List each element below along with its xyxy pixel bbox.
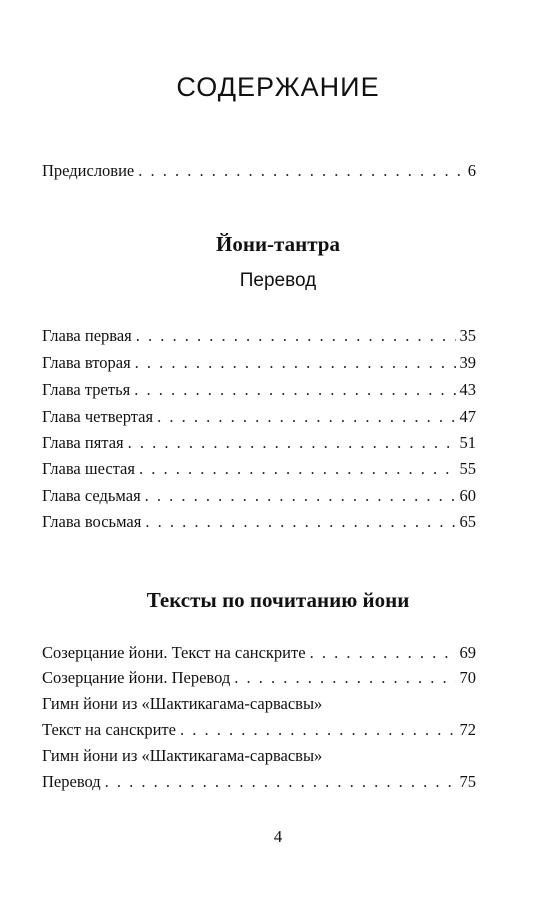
toc-hymn-title-1: Гимн йони из «Шактикагама-сарвасвы»: [42, 694, 323, 713]
dot-leader: [128, 433, 456, 453]
toc-entry-label: Глава седьмая: [42, 486, 141, 505]
toc-entry-hymn-sanskrit[interactable]: [42, 720, 476, 740]
toc-entry-label: Глава вторая: [42, 353, 131, 372]
dot-leader: [134, 380, 455, 400]
toc-entry-page: 51: [459, 433, 476, 452]
contents-title: СОДЕРЖАНИЕ: [176, 72, 380, 102]
toc-entry-label: Глава третья: [42, 380, 131, 399]
toc-entry-chapter-3[interactable]: [42, 380, 476, 400]
toc-entry-chapter-2[interactable]: [42, 353, 476, 373]
toc-entry-label: Перевод: [42, 772, 101, 791]
toc-entry-page: 65: [459, 512, 476, 531]
toc-entry-page: 75: [459, 772, 476, 791]
toc-entry-chapter-5[interactable]: [42, 433, 476, 453]
section-heading-yoni-tantra: Йони-тантра: [216, 232, 340, 256]
toc-entry-label: Глава четвертая: [42, 407, 154, 426]
toc-entry-label: Созерцание йони. Текст на санскрите: [42, 643, 306, 662]
toc-entry-contemplation-sanskrit[interactable]: [42, 643, 476, 663]
toc-entry-page: 35: [459, 326, 476, 345]
section-heading-texts: Тексты по почитанию йони: [146, 588, 410, 612]
toc-entry-page: 43: [459, 380, 476, 399]
toc-entry-label: Глава шестая: [42, 459, 135, 478]
toc-entry-preface[interactable]: [42, 161, 476, 181]
dot-leader: [139, 459, 456, 479]
toc-hymn-title-2: Гимн йони из «Шактикагама-сарвасвы»: [42, 746, 323, 765]
toc-entry-page: 39: [459, 353, 476, 372]
dot-leader: [310, 643, 456, 663]
toc-entry-page: 47: [459, 407, 476, 426]
toc-entry-label: Глава восьмая: [42, 512, 142, 531]
toc-entry-page: 70: [459, 668, 476, 687]
dot-leader: [136, 326, 456, 346]
toc-entry-page: 6: [467, 161, 476, 180]
toc-entry-page: 72: [459, 720, 476, 739]
toc-entry-chapter-7[interactable]: [42, 486, 476, 506]
toc-entry-chapter-8[interactable]: [42, 512, 476, 532]
toc-entry-page: 60: [459, 486, 476, 505]
toc-entry-chapter-6[interactable]: [42, 459, 476, 479]
dot-leader: [157, 407, 455, 427]
section-subheading: Перевод: [239, 270, 317, 291]
dot-leader: [138, 161, 464, 181]
dot-leader: [135, 353, 456, 373]
toc-entry-contemplation-translation[interactable]: [42, 668, 476, 688]
toc-entry-label: Предисловие: [42, 161, 135, 180]
toc-entry-label: Глава первая: [42, 326, 132, 345]
page-number: 4: [273, 827, 283, 846]
toc-entry-chapter-4[interactable]: [42, 407, 476, 427]
toc-entry-label: Глава пятая: [42, 433, 124, 452]
toc-entry-label: Текст на санскрите: [42, 720, 176, 739]
toc-entry-page: 69: [459, 643, 476, 662]
dot-leader: [105, 772, 456, 792]
toc-entry-page: 55: [459, 459, 476, 478]
dot-leader: [145, 512, 455, 532]
toc-entry-label: Созерцание йони. Перевод: [42, 668, 231, 687]
dot-leader: [145, 486, 456, 506]
dot-leader: [180, 720, 456, 740]
dot-leader: [234, 668, 455, 688]
toc-entry-hymn-translation[interactable]: [42, 772, 476, 792]
toc-entry-chapter-1[interactable]: [42, 326, 476, 346]
